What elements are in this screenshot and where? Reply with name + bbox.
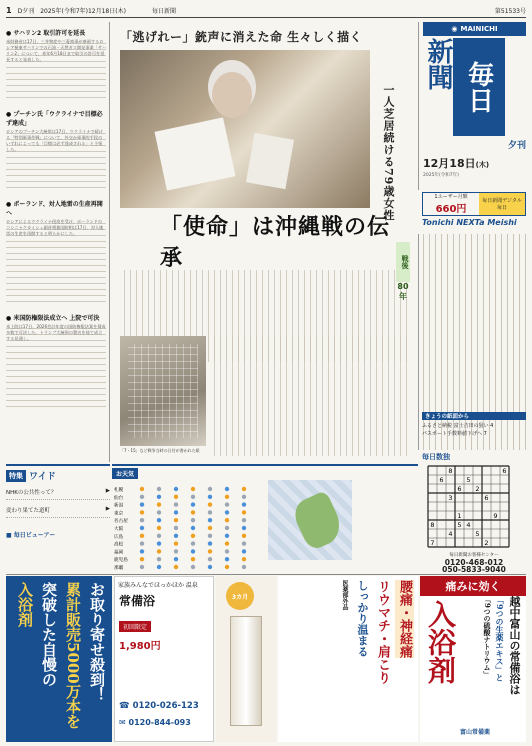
ad-itami-ni-kiku[interactable]: 痛みに効く 越中富山の常備浴は 「9つの生薬エキス」と 「9つの硫酸ナトリウム」 入浴剤 富山常備薬 (420, 576, 526, 742)
weather-city: 新潟 (114, 503, 124, 509)
weather-icon (208, 487, 212, 491)
feature-article-body-lower (210, 336, 410, 456)
tokushu-title: ワイド (29, 472, 56, 482)
series-number: 80年 (397, 282, 409, 301)
weather-icon (174, 495, 178, 499)
sudoku-cell[interactable]: 3 (448, 494, 453, 502)
weather-icon (157, 526, 161, 530)
weather-city: 東京 (114, 511, 124, 517)
weather-icon (208, 518, 212, 522)
brief-body: 米財務省は17日、三井物産や三菱商事が参画するロシア極東サハリンでの石油・天然ガス開発事業「サハリン2」について、来年6月18日まで取引の許可を延長すると発表した。 (6, 39, 106, 103)
left-briefs-column (6, 22, 110, 462)
weather-icon (157, 565, 161, 569)
weather-icon (191, 502, 195, 506)
weather-icon (191, 541, 195, 545)
yukan-label: 夕刊 (507, 141, 526, 151)
weather-icon (191, 495, 195, 499)
weather-city: 那覇 (114, 566, 124, 570)
brief-headline[interactable]: ● 米国防権限法成立へ 上院で可決 (6, 315, 100, 322)
arrow-right-icon: ▶ (105, 488, 110, 494)
weather-icon (208, 534, 212, 538)
brief-body: ロシアによるウクライナ侵攻を受け、ポーランドのコシニャクカミシュ副首相兼国防相は17日、対人地雷の生産を再開すると明らかにした。 (6, 219, 106, 307)
masthead-meta: 2025年(令和7年) (423, 173, 459, 178)
weather-icon (242, 549, 246, 553)
masthead-name-left: 新聞 (423, 38, 453, 90)
weather-city: 大阪 (114, 527, 124, 532)
square-icon: ■ (6, 532, 12, 539)
brief-body: 米上院は17日、2026会計年度の国防権限法案を賛成多数で可決した。トランプ大統領の署名を経て成立する見通し。 (6, 324, 106, 412)
weather-icon (191, 534, 195, 538)
ad-product-bottle[interactable]: 3カ月 (216, 576, 276, 742)
weather-icon (242, 502, 246, 506)
masthead-logo: ◉ MAINICHI (423, 22, 526, 36)
weather-icon (208, 495, 212, 499)
weather-icon (157, 534, 161, 538)
feature-photo-performer (120, 50, 370, 208)
sudoku-puzzle (422, 452, 526, 548)
customer-center: 毎日新聞お客様センター 0120-468-012 050-5833-9040 (422, 552, 526, 573)
masthead-date: 12月18日(木) (423, 157, 490, 170)
ad-bath-salt-blue[interactable]: お取り寄せ殺到！ 累計販売5000万本を 突破した自慢の 入浴剤 (6, 576, 112, 742)
sudoku-cell[interactable]: 6 (457, 485, 462, 493)
sudoku-cell[interactable]: 5 (475, 530, 480, 538)
issue-number: 第51533号 (494, 8, 526, 15)
weather-icon (208, 565, 212, 569)
weather-icon (140, 502, 144, 506)
digital-subscription-ad[interactable]: 1ユーザー月額 660円 毎日新聞デジタル 毎日 (422, 192, 526, 216)
sudoku-cell[interactable]: 8 (430, 521, 435, 529)
list-item[interactable]: パスポート手数料値下げへ 7 (422, 431, 487, 437)
weather-icon (225, 549, 229, 553)
page-number: 1 (6, 6, 12, 15)
weather-icon (225, 541, 229, 545)
weather-icon (174, 534, 178, 538)
weather-icon (191, 518, 195, 522)
weather-icon (140, 557, 144, 561)
weather-icon (208, 502, 212, 506)
tonichi-banner[interactable]: Tonichi NEXTa Meishi (422, 218, 517, 227)
weather-icon (242, 565, 246, 569)
weather-icon (225, 510, 229, 514)
series-label: 戦後 (396, 242, 410, 282)
weather-icon (157, 495, 161, 499)
weather-icon (225, 487, 229, 491)
sudoku-cell[interactable]: 6 (484, 494, 489, 502)
header-paper-name: 毎日新聞 (151, 8, 176, 15)
weather-icon (191, 565, 195, 569)
weather-icon (242, 526, 246, 530)
weather-icon (157, 510, 161, 514)
arrow-right-icon: ▶ (105, 506, 110, 512)
phone-number[interactable]: ☎ 0120-026-123 (119, 701, 199, 711)
weather-icon (242, 541, 246, 545)
weather-icon (157, 518, 161, 522)
sudoku-cell[interactable]: 9 (493, 512, 498, 520)
tokushu-item[interactable]: 変わり果てた道町 ▶ (6, 506, 110, 518)
weather-notes (356, 480, 418, 560)
weather-icon (140, 534, 144, 538)
mainichi-viewer-link[interactable]: ■ 毎日ビューアー (6, 532, 56, 539)
weather-icon (225, 502, 229, 506)
weather-city: 広島 (114, 534, 124, 540)
sudoku-cell[interactable]: 1 (457, 512, 462, 520)
list-item[interactable]: ふるさと納税 富士吉田の狙い 4 (422, 423, 494, 429)
weather-icon (191, 557, 195, 561)
kyou-no-shimen-list (422, 422, 526, 438)
feature-photo-document (120, 336, 206, 446)
weather-icon (140, 487, 144, 491)
weather-icon (208, 549, 212, 553)
weather-city: 高松 (114, 542, 124, 548)
weather-icon (208, 510, 212, 514)
ad-jobiyoku-order[interactable]: 家族みんなでほっかほか 温泉 常備浴 初回限定 1,980円 ☎ 0120-026-123 ✉ 0120-844-093 (114, 576, 214, 742)
weather-icon (191, 510, 195, 514)
weather-icon (242, 534, 246, 538)
weather-icon (242, 557, 246, 561)
weather-icon (225, 534, 229, 538)
bottle-image (230, 616, 262, 726)
page-header-bar (6, 4, 526, 18)
photo-caption: 「7・15」など戦争当時の日付が書かれた紙 (120, 448, 200, 453)
kyou-no-shimen-header: きょうの紙面から (422, 412, 526, 420)
weather-icon (157, 557, 161, 561)
weather-city: 名古屋 (114, 519, 128, 525)
weather-title: お天気 (112, 468, 138, 479)
weather-icon (140, 495, 144, 499)
brief-body: ロシアのプーチン大統領は17日、ウクライナで続ける「特別軍事作戦」について、外交か軍事的手段のいずれによっても「目標は必ず達成される」と主張した。 (6, 129, 106, 193)
tokushu-item[interactable]: NHKの公共性って？ ▶ (6, 488, 110, 500)
weather-city: 札幌 (114, 488, 124, 493)
weather-city: 仙台 (114, 495, 124, 501)
sudoku-cell[interactable]: 7 (430, 539, 435, 547)
weather-icon (174, 487, 178, 491)
brief-headline[interactable]: ● プーチン氏「ウクライナで目標必ず達成」 (6, 111, 103, 127)
phone-number[interactable]: 050-5833-9040 (442, 565, 506, 574)
sudoku-title: 毎日数独 (422, 453, 450, 461)
weather-icon (208, 541, 212, 545)
sudoku-cell[interactable]: 2 (475, 485, 480, 493)
weather-icon (140, 518, 144, 522)
weather-icon (242, 518, 246, 522)
weather-icon (225, 557, 229, 561)
weather-icon (140, 565, 144, 569)
weather-icon (242, 495, 246, 499)
weather-icon (242, 510, 246, 514)
weather-icon (140, 541, 144, 545)
sudoku-cell[interactable]: 5 (457, 521, 462, 529)
weather-icon (174, 526, 178, 530)
masthead (418, 22, 526, 190)
divider (6, 574, 526, 575)
weather-table (112, 480, 262, 570)
weather-map (268, 480, 352, 560)
weather-icon (191, 549, 195, 553)
weather-icon (242, 487, 246, 491)
weather-icon (140, 510, 144, 514)
weather-icon (174, 549, 178, 553)
sudoku-cell[interactable]: 2 (484, 539, 489, 547)
weather-icon (174, 565, 178, 569)
weather-icon (225, 495, 229, 499)
sudoku-cell[interactable]: 6 (502, 467, 507, 475)
weather-icon (174, 502, 178, 506)
weather-city: 鹿児島 (114, 558, 128, 564)
phone-icon: ☎ (119, 701, 130, 711)
weather-icon (157, 541, 161, 545)
weather-icon (157, 502, 161, 506)
weather-icon (157, 549, 161, 553)
ad-back-pain[interactable]: 腰痛・神経痛 リウマチ・肩こり しっかり温まる 医薬部外品 (278, 576, 418, 742)
weather-icon (174, 510, 178, 514)
feature-main-headline[interactable]: 「使命」は沖縄戦の伝承 (160, 214, 391, 271)
weather-icon (225, 526, 229, 530)
weather-icon (191, 526, 195, 530)
weather-icon (208, 557, 212, 561)
weather-icon (225, 565, 229, 569)
header-date: 2025年(令和7年)12月18日(木) (40, 8, 126, 15)
sudoku-grid[interactable] (422, 464, 526, 548)
feature-top-headline[interactable]: 「逃げれー」銃声に消えた命 生々しく描く (120, 30, 363, 44)
weather-icon (225, 518, 229, 522)
weather-icon (174, 557, 178, 561)
phone-number[interactable]: 0120-468-012 (444, 558, 504, 567)
weather-icon (140, 526, 144, 530)
weather-icon (208, 526, 212, 530)
weather-icon (191, 487, 195, 491)
sudoku-cell[interactable]: 8 (448, 467, 453, 475)
tokushu-wide-box (6, 464, 110, 572)
mainichi-logo-icon: ◉ (451, 25, 458, 33)
weather-icon (140, 549, 144, 553)
weather-city: 福岡 (114, 550, 124, 556)
sudoku-cell[interactable]: 4 (448, 530, 453, 538)
feature-vertical-subhead: 一人芝居続ける79歳女性 (382, 84, 395, 222)
brief-headline[interactable]: ● サハリン2 取引許可を延長 (6, 30, 86, 37)
sudoku-cell[interactable]: 6 (439, 476, 444, 484)
tokushu-tag: 特集 (6, 470, 26, 482)
weather-icon (174, 541, 178, 545)
fax-icon: ✉ (119, 718, 126, 727)
weather-section (112, 464, 418, 572)
phone-number[interactable]: ✉ 0120-844-093 (119, 718, 191, 727)
brief-headline[interactable]: ● ポーランド、対人地雷の生産再開へ (6, 201, 103, 217)
masthead-name-right: 毎日 (453, 38, 505, 136)
sudoku-cell[interactable]: 5 (466, 476, 471, 484)
weather-icon (174, 518, 178, 522)
edition-label: D夕刊 (17, 8, 35, 15)
sudoku-cell[interactable]: 4 (466, 521, 471, 529)
weather-icon (157, 487, 161, 491)
